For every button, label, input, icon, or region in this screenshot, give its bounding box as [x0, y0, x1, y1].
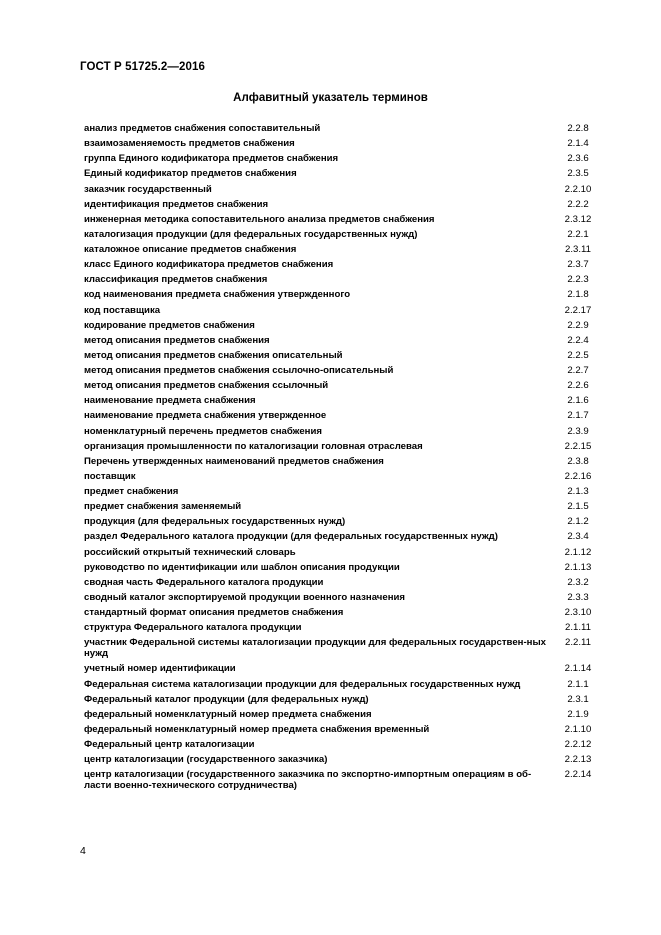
index-entry — [84, 350, 602, 361]
index-section-ref: 2.3.5 — [567, 168, 589, 180]
index-entry — [84, 365, 602, 376]
index-term: код наименования предмета снабжения утвержденного — [84, 289, 351, 301]
index-term: федеральный номенклатурный номер предмета снабжения временный — [84, 723, 430, 735]
index-entry — [84, 592, 602, 603]
index-term: продукция (для федеральных государственных нужд) — [84, 516, 346, 528]
index-section-ref: 2.1.5 — [567, 501, 589, 513]
index-term: классификация предметов снабжения — [84, 274, 268, 286]
index-section-ref: 2.2.1 — [567, 228, 589, 240]
index-entry — [84, 769, 602, 791]
index-section-ref: 2.2.7 — [567, 365, 589, 376]
index-term: участник Федеральной системы каталогизации продукции для федеральных государствен-ных нужд — [84, 637, 546, 660]
index-entry — [84, 724, 602, 735]
index-term: предмет снабжения заменяемый — [84, 501, 242, 513]
index-section-ref: 2.3.4 — [567, 531, 589, 543]
index-term: организация промышленности по каталогизации головная отраслевая — [84, 440, 423, 452]
index-entry — [84, 229, 602, 240]
index-term: класс Единого кодификатора предметов снабжения — [84, 259, 334, 271]
index-section-ref: 2.1.11 — [565, 622, 591, 634]
index-entry — [84, 486, 602, 497]
index-term: анализ предметов снабжения сопоставительный — [84, 123, 321, 134]
index-entry — [84, 501, 602, 512]
page-number: 4 — [80, 845, 86, 857]
index-entry — [84, 410, 602, 421]
index-entry — [84, 456, 602, 467]
index-entry — [84, 305, 602, 316]
index-section-ref: 2.2.12 — [564, 739, 592, 750]
index-entry — [84, 395, 602, 406]
index-entry — [84, 259, 602, 270]
index-section-ref: 2.2.10 — [564, 183, 592, 195]
index-entry — [84, 562, 602, 573]
index-section-ref: 2.2.15 — [564, 440, 592, 452]
index-term: кодирование предметов снабжения — [84, 319, 255, 331]
index-section-ref: 2.2.13 — [564, 754, 592, 766]
index-section-ref: 2.1.8 — [567, 289, 589, 301]
index-section-ref: 2.3.6 — [567, 153, 589, 165]
index-section-ref: 2.3.11 — [565, 244, 591, 255]
index-term: наименование предмета снабжения — [84, 395, 256, 407]
index-section-ref: 2.2.2 — [567, 198, 589, 210]
index-entry — [84, 471, 602, 482]
index-entry — [84, 184, 602, 195]
index-entry — [84, 577, 602, 588]
index-term: идентификация предметов снабжения — [84, 198, 269, 210]
index-term: учетный номер идентификации — [84, 663, 236, 675]
index-section-ref: 2.1.3 — [567, 486, 589, 497]
index-section-ref: 2.2.11 — [565, 637, 591, 649]
index-entry — [84, 244, 602, 255]
index-term: каталогизация продукции (для федеральных государственных нужд) — [84, 228, 418, 240]
index-term: наименование предмета снабжения утвержденное — [84, 410, 327, 422]
index-section-ref: 2.3.8 — [567, 455, 589, 467]
document-code: ГОСТ Р 51725.2—2016 — [80, 61, 205, 73]
index-term: метод описания предметов снабжения — [84, 334, 270, 346]
index-entry — [84, 335, 602, 346]
index-section-ref: 2.1.7 — [567, 410, 589, 422]
index-entry — [84, 754, 602, 765]
index-section-ref: 2.3.2 — [567, 576, 589, 588]
index-section-ref: 2.1.12 — [564, 546, 592, 558]
index-term: метод описания предметов снабжения описательный — [84, 349, 343, 361]
index-section-ref: 2.1.9 — [567, 708, 589, 720]
index-term: Единый кодификатор предметов снабжения — [84, 168, 297, 180]
index-section-ref: 2.2.3 — [567, 274, 589, 286]
index-term: центр каталогизации (государственного заказчика по экспортно-импортным операциям в об-ласти военно-технического сотрудничества) — [84, 769, 532, 792]
index-term: Федеральная система каталогизации продукции для федеральных государственных нужд — [84, 678, 521, 690]
index-entry — [84, 380, 602, 391]
index-section-ref: 2.3.3 — [567, 591, 589, 603]
index-section-ref: 2.3.1 — [567, 693, 589, 705]
index-section-ref: 2.1.13 — [564, 561, 592, 573]
index-section-ref: 2.1.4 — [567, 138, 589, 150]
index-entry — [84, 739, 602, 750]
index-section-ref: 2.3.10 — [564, 607, 592, 618]
index-entry — [84, 622, 602, 633]
index-entry — [84, 426, 602, 437]
index-entry — [84, 516, 602, 527]
index-term: метод описания предметов снабжения ссылочно-описательный — [84, 365, 394, 376]
index-term: Перечень утвержденных наименований предметов снабжения — [84, 455, 384, 467]
index-section-ref: 2.1.10 — [564, 723, 592, 735]
index-term: руководство по идентификации или шаблон описания продукции — [84, 561, 400, 573]
index-section-ref: 2.2.4 — [567, 334, 589, 346]
index-section-ref: 2.3.7 — [567, 259, 589, 271]
index-section-ref: 2.3.12 — [564, 213, 592, 225]
index-entry — [84, 138, 602, 149]
index-entry — [84, 153, 602, 164]
index-section-ref: 2.1.2 — [567, 516, 589, 528]
index-term: взаимозаменяемость предметов снабжения — [84, 138, 295, 150]
index-term: структура Федерального каталога продукции — [84, 622, 302, 634]
index-section-ref: 2.1.6 — [567, 395, 589, 407]
index-entry — [84, 289, 602, 300]
index-section-ref: 2.2.14 — [564, 769, 592, 781]
index-entry — [84, 214, 602, 225]
index-section-ref: 2.2.17 — [564, 304, 592, 316]
index-section-ref: 2.2.8 — [567, 123, 589, 134]
index-section-ref: 2.2.16 — [564, 470, 592, 482]
index-entry — [84, 168, 602, 179]
index-section-ref: 2.2.9 — [567, 319, 589, 331]
index-term: раздел Федерального каталога продукции (для федеральных государственных нужд) — [84, 531, 498, 543]
index-entry — [84, 199, 602, 210]
index-term: поставщик — [84, 470, 136, 482]
index-section-ref: 2.1.1 — [567, 678, 589, 690]
index-term: группа Единого кодификатора предметов снабжения — [84, 153, 339, 165]
index-term: номенклатурный перечень предметов снабжения — [84, 425, 322, 437]
index-term: российский открытый технический словарь — [84, 546, 296, 558]
index-section-ref: 2.3.9 — [567, 425, 589, 437]
index-entry — [84, 123, 602, 134]
index-term: Федеральный каталог продукции (для федеральных нужд) — [84, 693, 369, 705]
index-section-ref: 2.2.6 — [567, 380, 589, 392]
index-section-ref: 2.1.14 — [564, 663, 592, 675]
index-entry — [84, 274, 602, 285]
index-term: федеральный номенклатурный номер предмета снабжения — [84, 708, 372, 720]
index-entry — [84, 637, 602, 659]
index-entry — [84, 663, 602, 674]
index-term: инженерная методика сопоставительного анализа предметов снабжения — [84, 213, 435, 225]
index-entry — [84, 607, 602, 618]
index-section-ref: 2.2.5 — [567, 349, 589, 361]
index-term: Федеральный центр каталогизации — [84, 739, 255, 750]
index-term: заказчик государственный — [84, 183, 212, 195]
term-index-list — [84, 123, 602, 795]
index-entry — [84, 547, 602, 558]
index-term: код поставщика — [84, 304, 161, 316]
index-term: стандартный формат описания предметов снабжения — [84, 607, 344, 618]
index-entry — [84, 709, 602, 720]
index-term: каталожное описание предметов снабжения — [84, 244, 297, 255]
index-entry — [84, 694, 602, 705]
index-entry — [84, 679, 602, 690]
index-title: Алфавитный указатель терминов — [233, 92, 428, 104]
index-entry — [84, 320, 602, 331]
index-term: метод описания предметов снабжения ссылочный — [84, 380, 329, 392]
index-term: сводная часть Федерального каталога продукции — [84, 576, 324, 588]
index-entry — [84, 531, 602, 542]
index-entry — [84, 441, 602, 452]
index-term: сводный каталог экспортируемой продукции военного назначения — [84, 591, 405, 603]
index-term: центр каталогизации (государственного заказчика) — [84, 754, 328, 766]
index-term: предмет снабжения — [84, 486, 179, 497]
